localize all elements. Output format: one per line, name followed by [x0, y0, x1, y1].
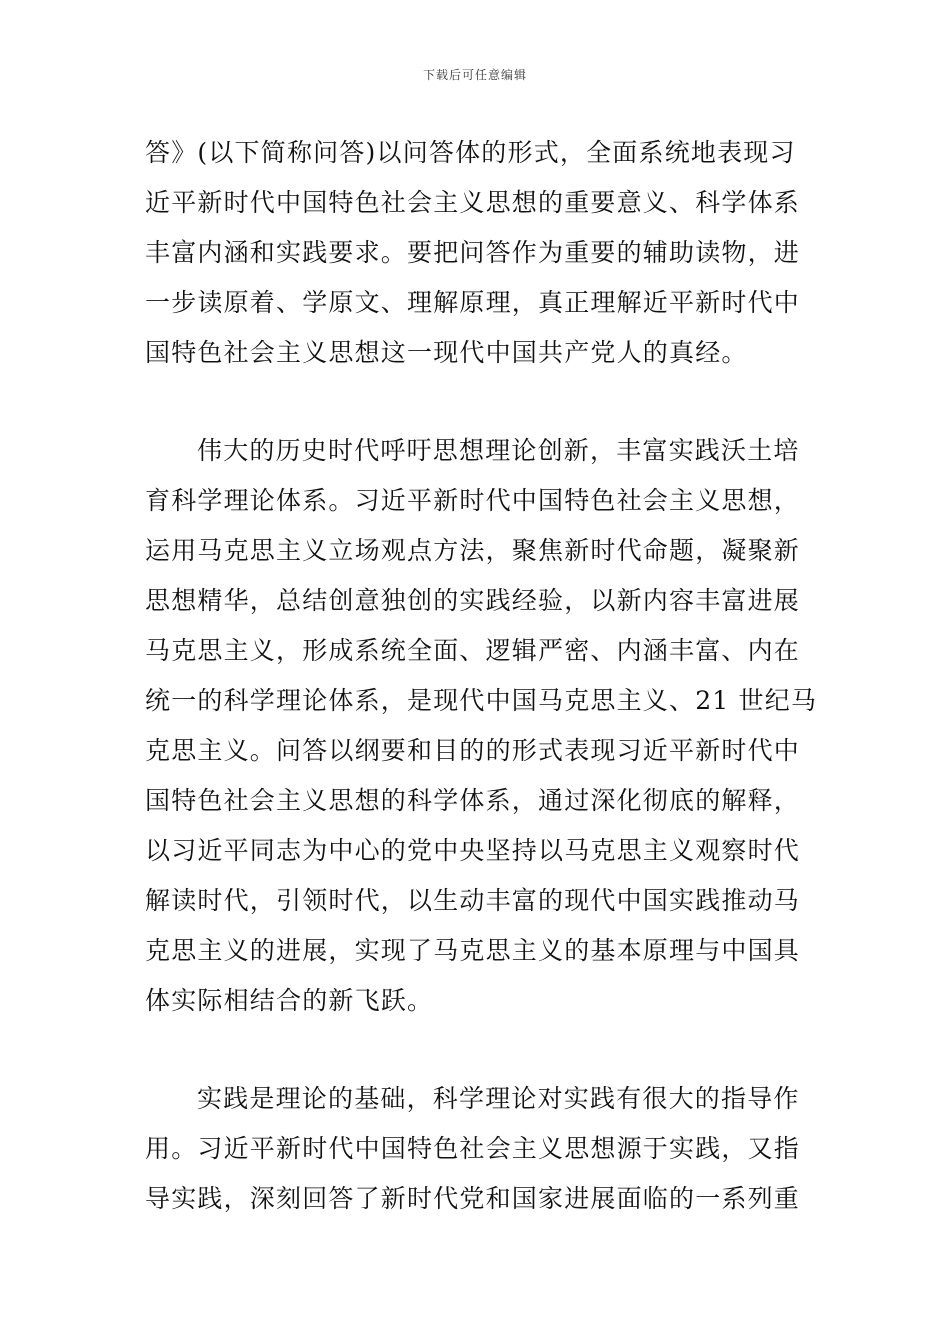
text-line: 克思主义。问答以纲要和目的的形式表现习近平新时代中 [145, 736, 801, 765]
paragraph-3 [145, 1074, 810, 1224]
text-line: 以习近平同志为中心的党中央坚持以马克思主义观察时代 [145, 836, 801, 865]
paragraph-1 [145, 128, 810, 378]
text-line: 答》(以下简称问答)以问答体的形式，全面系统地表现习 [145, 138, 796, 167]
text-line: 实践是理论的基础，科学理论对实践有很大的指导作 [197, 1084, 800, 1113]
text-line: 马克思主义，形成系统全面、逻辑严密、内涵丰富、内在 [145, 636, 801, 665]
paragraph-gap [145, 378, 810, 426]
text-line: 伟大的历史时代呼吁思想理论创新，丰富实践沃土培 [197, 436, 800, 465]
text-line: 育科学理论体系。习近平新时代中国特色社会主义思想， [145, 486, 801, 515]
text-line: 丰富内涵和实践要求。要把问答作为重要的辅助读物，进 [145, 238, 801, 267]
text-line: 克思主义的进展，实现了马克思主义的基本原理与中国具 [145, 936, 801, 965]
text-line: 解读时代，引领时代，以生动丰富的现代中国实践推动马 [145, 886, 801, 915]
text-line: 国特色社会主义思想的科学体系，通过深化彻底的解释， [145, 786, 801, 815]
text-line: 统一的科学理论体系，是现代中国马克思主义、21 世纪马 [145, 686, 818, 715]
paragraph-gap [145, 1026, 810, 1074]
paragraph-2 [145, 426, 818, 1026]
text-line: 体实际相结合的新飞跃。 [145, 986, 434, 1015]
text-line: 一步读原着、学原文、理解原理，真正理解近平新时代中 [145, 288, 801, 317]
text-line: 运用马克思主义立场观点方法，聚焦新时代命题，凝聚新 [145, 536, 801, 565]
text-line: 国特色社会主义思想这一现代中国共产党人的真经。 [145, 338, 748, 367]
text-line: 导实践，深刻回答了新时代党和国家进展面临的一系列重 [145, 1184, 801, 1213]
text-line: 用。习近平新时代中国特色社会主义思想源于实践，又指 [145, 1134, 801, 1163]
text-line: 近平新时代中国特色社会主义思想的重要意义、科学体系 [145, 188, 801, 217]
document-body [145, 128, 818, 1224]
page-header: 下载后可任意编辑 [422, 68, 527, 82]
text-line: 思想精华，总结创意独创的实践经验，以新内容丰富进展 [145, 586, 801, 615]
